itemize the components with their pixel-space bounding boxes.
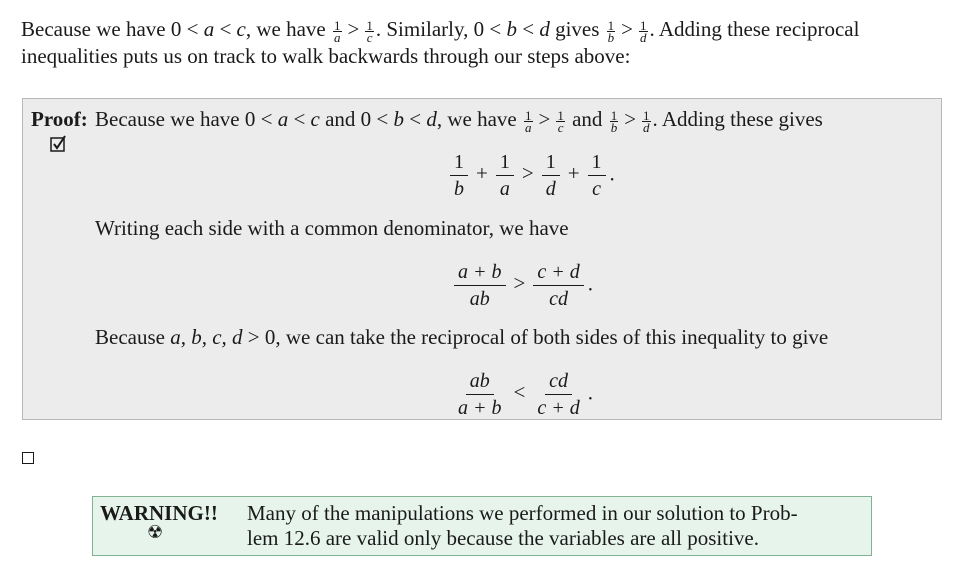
proof-line-3: Because a, b, c, d > 0, we can take the reciprocal of both sides of this inequality to give: [95, 325, 829, 349]
qed-box-icon: [22, 452, 34, 464]
fraction-right: $\frac{cd}{c + d}$: [537, 370, 580, 419]
fraction-left: $\frac{ab}{a + b}$: [458, 370, 502, 419]
intro-line-1: Because we have 0 < a < c, we have $\frac{1}{a}$ > $\frac{1}{c}$ . Similarly, 0 < b < d gives $\frac{1}{b}$ > $\frac{1}{d}$ . Adding these reciprocal: [21, 17, 860, 45]
check-icon: [50, 134, 68, 159]
warning-text-line-2: lem 12.6 are valid only because the variables are all positive.: [247, 526, 759, 550]
fraction-left: $\frac{a + b}{ab}$: [454, 260, 506, 311]
warning-text-line-1: Many of the manipulations we performed in our solution to Prob-: [247, 501, 798, 525]
radiation-icon: ☢: [147, 522, 164, 543]
fraction-1-over-d: $\frac{1}{d}$: [640, 17, 647, 45]
intro-line-2: inequalities puts us on track to walk backwards through our steps above:: [21, 44, 631, 68]
fraction-1-over-a: $\frac{1}{a}$: [496, 150, 514, 201]
fraction-1-over-c: $\frac{1}{c}$: [557, 107, 564, 135]
fraction-1-over-a: $\frac{1}{a}$: [525, 107, 532, 135]
fraction-right: $\frac{c + d}{cd}$: [533, 260, 583, 311]
equation-1: $\frac{1}{b}$ + $\frac{1}{a}$ > $\frac{1}{d}$ + $\frac{1}{c}$ .: [446, 150, 615, 201]
proof-line-2: Writing each side with a common denominator, we have: [95, 216, 569, 240]
proof-line-1: Because we have 0 < a < c and 0 < b < d, we have $\frac{1}{a}$ > $\frac{1}{c}$ and $\frac{1}{b}$ > $\frac{1}{d}$ . Adding these gives: [95, 107, 823, 135]
proof-label: Proof:: [31, 107, 88, 131]
equation-3: $\frac{ab}{a + b}$ < $\frac{cd}{c + d}$ .: [450, 369, 593, 420]
fraction-1-over-b: $\frac{1}{b}$: [610, 107, 618, 135]
fraction-1-over-c: $\frac{1}{c}$: [588, 150, 606, 201]
fraction-1-over-c: $\frac{1}{c}$: [366, 17, 373, 45]
fraction-1-over-b: $\frac{1}{b}$: [607, 17, 615, 45]
fraction-1-over-a: $\frac{1}{a}$: [334, 17, 341, 45]
fraction-1-over-d: $\frac{1}{d}$: [542, 150, 560, 201]
fraction-1-over-d: $\frac{1}{d}$: [643, 107, 650, 135]
warning-label: WARNING!!: [100, 501, 218, 525]
equation-2: $\frac{a + b}{ab}$ > $\frac{c + d}{cd}$ .: [450, 260, 593, 311]
fraction-1-over-b: $\frac{1}{b}$: [450, 150, 468, 201]
